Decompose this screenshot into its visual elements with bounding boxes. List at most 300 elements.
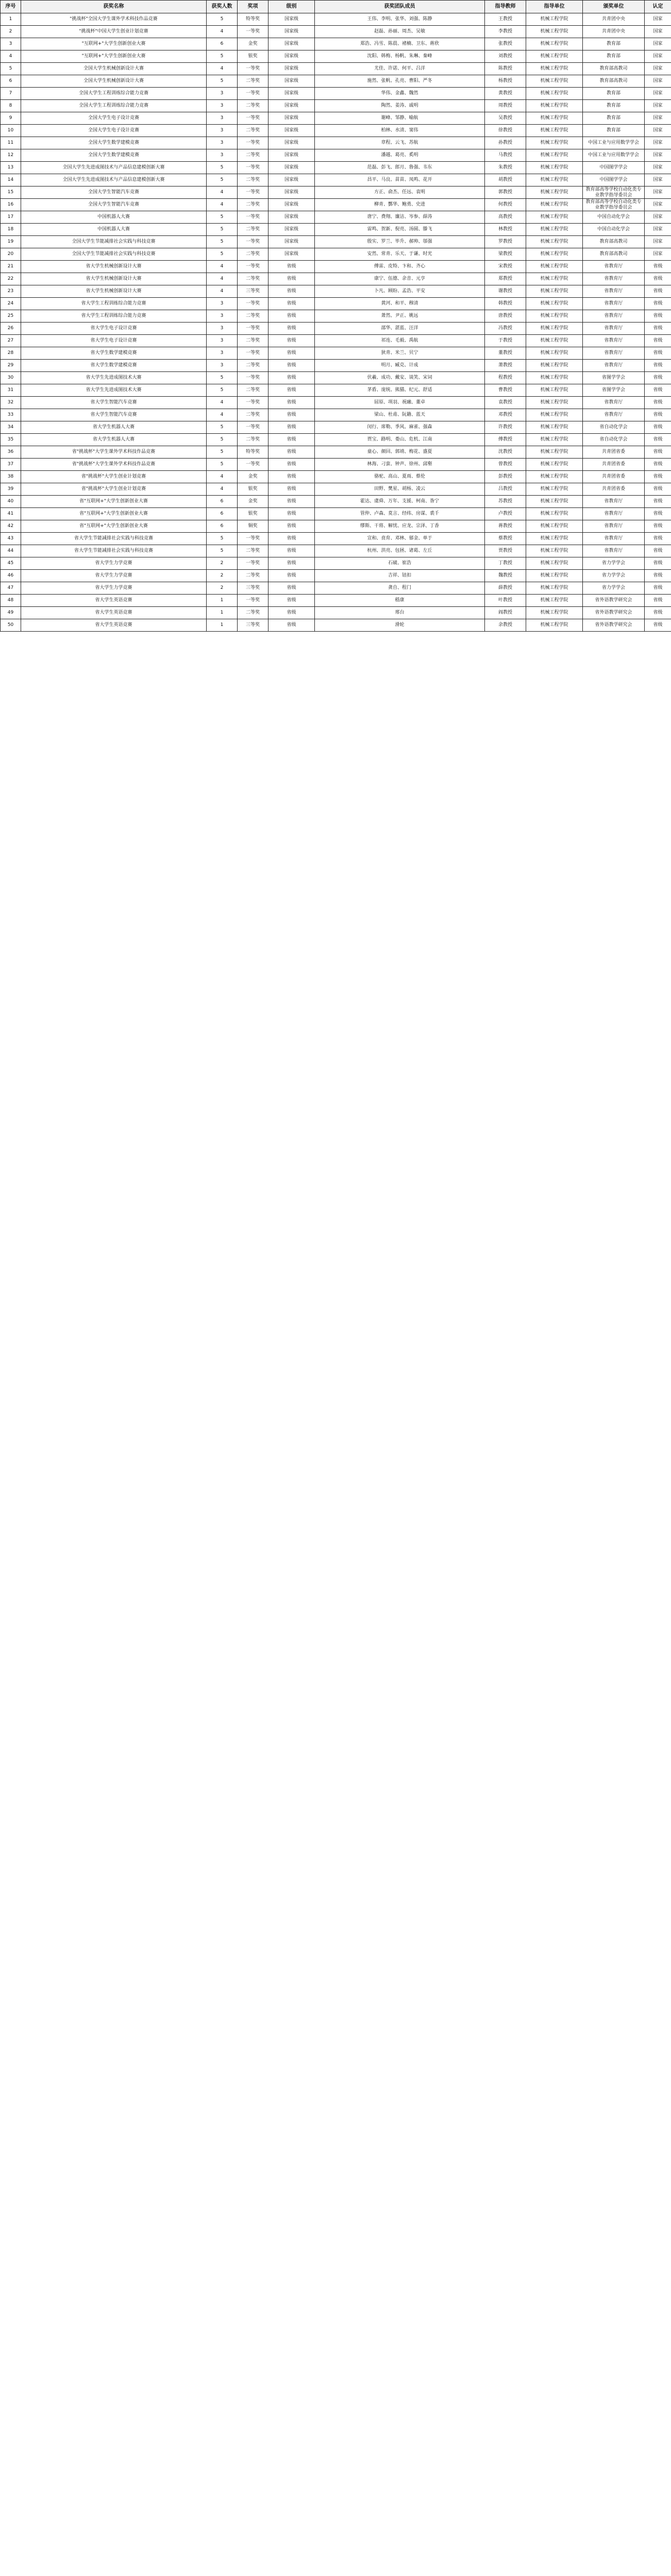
row-flag: 国家: [645, 38, 671, 50]
row-no: 45: [1, 557, 21, 570]
row-name: 省大学生电子设计竞赛: [21, 323, 207, 335]
row-unit: 机械工程学院: [526, 248, 583, 261]
row-unit: 机械工程学院: [526, 174, 583, 187]
row-org: 教育部: [583, 50, 645, 63]
table-row: [1, 421, 671, 434]
table-row: [1, 149, 671, 162]
row-flag: 省级: [645, 347, 671, 360]
row-no: 12: [1, 149, 21, 162]
header-count: 获奖人数: [207, 1, 238, 13]
row-level: 省级: [269, 582, 315, 595]
row-level: 国家级: [269, 38, 315, 50]
row-org: 省教育厅: [583, 360, 645, 372]
row-award: 三等奖: [238, 619, 269, 632]
row-members: 章程、云飞、苏航: [315, 137, 485, 149]
row-count: 4: [207, 261, 238, 273]
row-unit: 机械工程学院: [526, 360, 583, 372]
row-level: 省级: [269, 607, 315, 619]
row-no: 32: [1, 397, 21, 409]
row-flag: 国家: [645, 88, 671, 100]
row-level: 省级: [269, 347, 315, 360]
table-row: [1, 211, 671, 224]
row-no: 27: [1, 335, 21, 347]
row-members: 吉祥、钮扣: [315, 570, 485, 582]
row-members: 陶然、姜涛、戚明: [315, 100, 485, 112]
row-name: 省大学生节能减排社会实践与科技竞赛: [21, 533, 207, 545]
row-count: 3: [207, 323, 238, 335]
row-award: 一等奖: [238, 595, 269, 607]
table-row: [1, 63, 671, 75]
row-level: 国家级: [269, 125, 315, 137]
row-advisor: 林教授: [485, 224, 526, 236]
row-org: 省教育厅: [583, 273, 645, 285]
row-members: 潘越、葛亮、奚明: [315, 149, 485, 162]
row-org: 中国图学学会: [583, 174, 645, 187]
row-org: 共青团省委: [583, 471, 645, 483]
row-award: 特等奖: [238, 446, 269, 459]
row-level: 省级: [269, 360, 315, 372]
row-level: 省级: [269, 397, 315, 409]
row-count: 4: [207, 63, 238, 75]
row-count: 6: [207, 508, 238, 520]
row-level: 国家级: [269, 199, 315, 211]
row-members: 田野、樊星、胡杨、凌云: [315, 483, 485, 496]
row-award: 二等奖: [238, 310, 269, 323]
row-no: 30: [1, 372, 21, 384]
row-advisor: 蔡教授: [485, 533, 526, 545]
row-no: 23: [1, 285, 21, 298]
row-org: 省自动化学会: [583, 421, 645, 434]
row-org: 教育部: [583, 38, 645, 50]
table-row: [1, 236, 671, 248]
row-award: 二等奖: [238, 248, 269, 261]
row-org: 省图学学会: [583, 384, 645, 397]
row-count: 5: [207, 211, 238, 224]
row-award: 一等奖: [238, 372, 269, 384]
row-unit: 机械工程学院: [526, 199, 583, 211]
row-count: 3: [207, 310, 238, 323]
row-flag: 省级: [645, 520, 671, 533]
row-count: 4: [207, 471, 238, 483]
row-level: 国家级: [269, 162, 315, 174]
row-award: 一等奖: [238, 137, 269, 149]
row-unit: 机械工程学院: [526, 88, 583, 100]
row-award: 二等奖: [238, 570, 269, 582]
row-advisor: 薛教授: [485, 582, 526, 595]
row-count: 3: [207, 112, 238, 125]
row-flag: 省级: [645, 397, 671, 409]
row-award: 一等奖: [238, 261, 269, 273]
row-members: 缪斯、干将、解忧、应龙、宗泽、丁香: [315, 520, 485, 533]
row-level: 国家级: [269, 75, 315, 88]
row-no: 25: [1, 310, 21, 323]
row-name: 省"挑战杯"大学生课外学术科技作品竞赛: [21, 459, 207, 471]
row-members: 施然、张帆、孔亮、曹阳、严冬: [315, 75, 485, 88]
row-count: 6: [207, 496, 238, 508]
row-unit: 机械工程学院: [526, 421, 583, 434]
row-org: 省教育厅: [583, 261, 645, 273]
row-no: 13: [1, 162, 21, 174]
row-advisor: 李教授: [485, 26, 526, 38]
table-row: [1, 174, 671, 187]
table-body: [1, 13, 671, 632]
row-org: 共青团中央: [583, 13, 645, 26]
row-level: 省级: [269, 446, 315, 459]
row-name: 中国机器人大赛: [21, 224, 207, 236]
row-flag: 省级: [645, 285, 671, 298]
row-name: 省大学生力学竞赛: [21, 582, 207, 595]
row-org: 共青团省委: [583, 446, 645, 459]
row-count: 5: [207, 13, 238, 26]
header-members: 获奖团队成员: [315, 1, 485, 13]
row-no: 17: [1, 211, 21, 224]
award-list-sheet: [0, 0, 671, 632]
row-no: 39: [1, 483, 21, 496]
row-unit: 机械工程学院: [526, 261, 583, 273]
table-row: [1, 261, 671, 273]
row-members: 郑浩、冯雪、陈晨、褚楠、卫东、蒋欣: [315, 38, 485, 50]
row-members: 杭州、洪亮、包拯、诸葛、左丘: [315, 545, 485, 557]
row-count: 1: [207, 619, 238, 632]
row-award: 二等奖: [238, 199, 269, 211]
row-count: 5: [207, 446, 238, 459]
row-flag: 省级: [645, 483, 671, 496]
row-name: 全国大学生先进成图技术与产品信息建模创新大赛: [21, 162, 207, 174]
row-members: 明月、臧克、计成: [315, 360, 485, 372]
row-level: 省级: [269, 520, 315, 533]
table-row: [1, 199, 671, 211]
row-no: 5: [1, 63, 21, 75]
row-name: 省"互联网+"大学生创新创业大赛: [21, 508, 207, 520]
row-level: 省级: [269, 508, 315, 520]
row-unit: 机械工程学院: [526, 13, 583, 26]
row-award: 一等奖: [238, 112, 269, 125]
row-advisor: 郑教授: [485, 273, 526, 285]
row-award: 一等奖: [238, 298, 269, 310]
row-level: 国家级: [269, 26, 315, 38]
row-org: 中国自动化学会: [583, 224, 645, 236]
row-flag: 国家: [645, 63, 671, 75]
row-unit: 机械工程学院: [526, 100, 583, 112]
row-flag: 国家: [645, 75, 671, 88]
row-members: 骆驼、高山、夏雨、蔡伦: [315, 471, 485, 483]
row-advisor: 梁教授: [485, 248, 526, 261]
row-flag: 国家: [645, 236, 671, 248]
row-count: 4: [207, 26, 238, 38]
row-count: 5: [207, 545, 238, 557]
row-org: 省教育厅: [583, 335, 645, 347]
row-members: 邵华、湛蓝、汪洋: [315, 323, 485, 335]
row-no: 46: [1, 570, 21, 582]
row-name: 省"互联网+"大学生创新创业大赛: [21, 496, 207, 508]
row-advisor: 叶教授: [485, 595, 526, 607]
table-row: [1, 347, 671, 360]
row-level: 省级: [269, 261, 315, 273]
row-award: 二等奖: [238, 384, 269, 397]
row-org: 省教育厅: [583, 298, 645, 310]
table-row: [1, 520, 671, 533]
table-row: [1, 285, 671, 298]
row-flag: 省级: [645, 545, 671, 557]
row-members: 沈阳、韩梅、杨帆、朱琳、秦峰: [315, 50, 485, 63]
row-no: 18: [1, 224, 21, 236]
row-members: 范磊、彭飞、郎月、鲁强、韦东: [315, 162, 485, 174]
row-name: 省大学生工程训练综合能力竞赛: [21, 310, 207, 323]
row-name: 省大学生机器人大赛: [21, 421, 207, 434]
row-flag: 省级: [645, 409, 671, 421]
row-org: 省教育厅: [583, 409, 645, 421]
row-award: 二等奖: [238, 75, 269, 88]
row-no: 16: [1, 199, 21, 211]
row-level: 国家级: [269, 112, 315, 125]
row-count: 4: [207, 483, 238, 496]
row-org: 省力学学会: [583, 570, 645, 582]
table-row: [1, 323, 671, 335]
row-flag: 省级: [645, 595, 671, 607]
row-unit: 机械工程学院: [526, 508, 583, 520]
row-org: 省教育厅: [583, 397, 645, 409]
row-advisor: 吕教授: [485, 483, 526, 496]
row-no: 4: [1, 50, 21, 63]
row-flag: 省级: [645, 459, 671, 471]
row-advisor: 蒋教授: [485, 520, 526, 533]
row-level: 省级: [269, 285, 315, 298]
row-advisor: 何教授: [485, 199, 526, 211]
row-members: 傅雷、皮特、卞和、齐心: [315, 261, 485, 273]
row-name: 全国大学生电子设计竞赛: [21, 125, 207, 137]
row-award: 一等奖: [238, 236, 269, 248]
table-row: [1, 125, 671, 137]
row-name: "挑战杯"全国大学生课外学术科技作品竞赛: [21, 13, 207, 26]
row-count: 5: [207, 248, 238, 261]
row-advisor: 丁教授: [485, 557, 526, 570]
row-award: 三等奖: [238, 582, 269, 595]
row-org: 教育部高等学校自动化类专业教学指导委员会: [583, 187, 645, 199]
row-level: 省级: [269, 570, 315, 582]
row-advisor: 周教授: [485, 100, 526, 112]
table-row: [1, 446, 671, 459]
row-unit: 机械工程学院: [526, 483, 583, 496]
row-org: 省教育厅: [583, 323, 645, 335]
row-flag: 省级: [645, 298, 671, 310]
row-unit: 机械工程学院: [526, 446, 583, 459]
row-count: 6: [207, 520, 238, 533]
row-members: 屈原、项羽、祝融、董卓: [315, 397, 485, 409]
row-count: 6: [207, 38, 238, 50]
row-advisor: 刘教授: [485, 50, 526, 63]
row-level: 省级: [269, 335, 315, 347]
row-unit: 机械工程学院: [526, 273, 583, 285]
row-no: 21: [1, 261, 21, 273]
row-no: 36: [1, 446, 21, 459]
row-members: 霍达、虞舜、万年、支援、柯南、昝宁: [315, 496, 485, 508]
row-name: 全国大学生智能汽车竞赛: [21, 199, 207, 211]
row-advisor: 朱教授: [485, 162, 526, 174]
row-flag: 国家: [645, 112, 671, 125]
row-members: 龚自、程门: [315, 582, 485, 595]
row-name: 省大学生力学竞赛: [21, 570, 207, 582]
row-org: 教育部: [583, 112, 645, 125]
row-flag: 国家: [645, 162, 671, 174]
row-name: 全国大学生智能汽车竞赛: [21, 187, 207, 199]
row-advisor: 黄教授: [485, 88, 526, 100]
row-members: 嵇康: [315, 595, 485, 607]
row-org: 教育部高教司: [583, 248, 645, 261]
row-no: 31: [1, 384, 21, 397]
table-row: [1, 100, 671, 112]
row-advisor: 傅教授: [485, 434, 526, 446]
row-flag: 省级: [645, 261, 671, 273]
table-row: [1, 310, 671, 323]
row-org: 省力学学会: [583, 557, 645, 570]
row-count: 5: [207, 421, 238, 434]
row-no: 34: [1, 421, 21, 434]
row-flag: 省级: [645, 471, 671, 483]
row-name: 省大学生机器人大赛: [21, 434, 207, 446]
row-org: 省图学学会: [583, 372, 645, 384]
row-flag: 国家: [645, 187, 671, 199]
row-members: 柳青、酆华、鲍勇、史进: [315, 199, 485, 211]
row-name: 省大学生英语竞赛: [21, 607, 207, 619]
row-award: 特等奖: [238, 13, 269, 26]
row-advisor: 郭教授: [485, 187, 526, 199]
row-flag: 省级: [645, 372, 671, 384]
row-advisor: 邓教授: [485, 409, 526, 421]
row-members: 茅盾、庞统、熊猫、纪元、舒适: [315, 384, 485, 397]
table-row: [1, 372, 671, 384]
row-count: 5: [207, 236, 238, 248]
row-advisor: 冯教授: [485, 323, 526, 335]
row-unit: 机械工程学院: [526, 533, 583, 545]
row-award: 一等奖: [238, 187, 269, 199]
row-members: 唐宁、费翔、廉洁、岑参、薛涛: [315, 211, 485, 224]
row-unit: 机械工程学院: [526, 310, 583, 323]
row-no: 2: [1, 26, 21, 38]
row-name: 中国机器人大赛: [21, 211, 207, 224]
row-flag: 省级: [645, 496, 671, 508]
row-level: 国家级: [269, 137, 315, 149]
row-name: 全国大学生电子设计竞赛: [21, 112, 207, 125]
row-award: 二等奖: [238, 335, 269, 347]
row-flag: 国家: [645, 248, 671, 261]
table-row: [1, 557, 671, 570]
table-row: [1, 298, 671, 310]
row-no: 37: [1, 459, 21, 471]
header-award: 奖项: [238, 1, 269, 13]
row-name: "互联网+"大学生创新创业大赛: [21, 50, 207, 63]
row-award: 二等奖: [238, 434, 269, 446]
row-count: 4: [207, 409, 238, 421]
row-name: 全国大学生先进成图技术与产品信息建模创新大赛: [21, 174, 207, 187]
row-no: 14: [1, 174, 21, 187]
row-org: 共青团省委: [583, 483, 645, 496]
row-org: 教育部高教司: [583, 236, 645, 248]
row-unit: 机械工程学院: [526, 434, 583, 446]
row-name: 省大学生智能汽车竞赛: [21, 397, 207, 409]
row-members: 柏林、水清、窦伟: [315, 125, 485, 137]
row-level: 国家级: [269, 224, 315, 236]
row-no: 26: [1, 323, 21, 335]
row-unit: 机械工程学院: [526, 520, 583, 533]
row-no: 24: [1, 298, 21, 310]
row-level: 省级: [269, 372, 315, 384]
row-no: 48: [1, 595, 21, 607]
row-members: 安然、常青、乐天、于谦、时光: [315, 248, 485, 261]
row-level: 省级: [269, 421, 315, 434]
row-advisor: 余教授: [485, 619, 526, 632]
row-advisor: 徐教授: [485, 125, 526, 137]
row-award: 一等奖: [238, 459, 269, 471]
row-unit: 机械工程学院: [526, 298, 583, 310]
row-flag: 省级: [645, 335, 671, 347]
row-count: 5: [207, 75, 238, 88]
row-count: 4: [207, 273, 238, 285]
row-award: 二等奖: [238, 125, 269, 137]
row-advisor: 沈教授: [485, 446, 526, 459]
row-level: 省级: [269, 310, 315, 323]
row-no: 28: [1, 347, 21, 360]
row-members: 王伟、李明、张华、刘强、陈静: [315, 13, 485, 26]
row-level: 国家级: [269, 13, 315, 26]
row-no: 19: [1, 236, 21, 248]
header-flag: 认定: [645, 1, 671, 13]
table-row: [1, 137, 671, 149]
row-members: 贾宝、路明、娄山、危机、江南: [315, 434, 485, 446]
row-name: 全国大学生数学建模竞赛: [21, 149, 207, 162]
row-award: 银奖: [238, 50, 269, 63]
row-members: 石破、崔浩: [315, 557, 485, 570]
row-unit: 机械工程学院: [526, 38, 583, 50]
table-row: [1, 38, 671, 50]
row-org: 省教育厅: [583, 496, 645, 508]
row-flag: 省级: [645, 508, 671, 520]
table-row: [1, 619, 671, 632]
row-name: 全国大学生工程训练综合能力竞赛: [21, 88, 207, 100]
row-name: 省大学生先进成图技术大赛: [21, 372, 207, 384]
row-org: 教育部高等学校自动化类专业教学指导委员会: [583, 199, 645, 211]
row-flag: 国家: [645, 137, 671, 149]
row-unit: 机械工程学院: [526, 63, 583, 75]
table-row: [1, 273, 671, 285]
row-advisor: 卢教授: [485, 508, 526, 520]
row-no: 3: [1, 38, 21, 50]
row-level: 省级: [269, 409, 315, 421]
row-no: 9: [1, 112, 21, 125]
row-flag: 国家: [645, 174, 671, 187]
row-flag: 国家: [645, 199, 671, 211]
row-org: 共青团省委: [583, 459, 645, 471]
row-count: 2: [207, 570, 238, 582]
row-unit: 机械工程学院: [526, 384, 583, 397]
row-no: 7: [1, 88, 21, 100]
row-unit: 机械工程学院: [526, 595, 583, 607]
row-unit: 机械工程学院: [526, 582, 583, 595]
row-members: 尤佳、许诺、何平、吕洋: [315, 63, 485, 75]
row-award: 铜奖: [238, 520, 269, 533]
row-award: 一等奖: [238, 162, 269, 174]
row-flag: 省级: [645, 582, 671, 595]
row-org: 教育部: [583, 88, 645, 100]
row-name: 省大学生智能汽车竞赛: [21, 409, 207, 421]
row-level: 省级: [269, 273, 315, 285]
row-no: 44: [1, 545, 21, 557]
row-level: 国家级: [269, 63, 315, 75]
row-level: 省级: [269, 384, 315, 397]
row-count: 3: [207, 298, 238, 310]
row-flag: 省级: [645, 434, 671, 446]
row-award: 一等奖: [238, 26, 269, 38]
row-count: 5: [207, 434, 238, 446]
